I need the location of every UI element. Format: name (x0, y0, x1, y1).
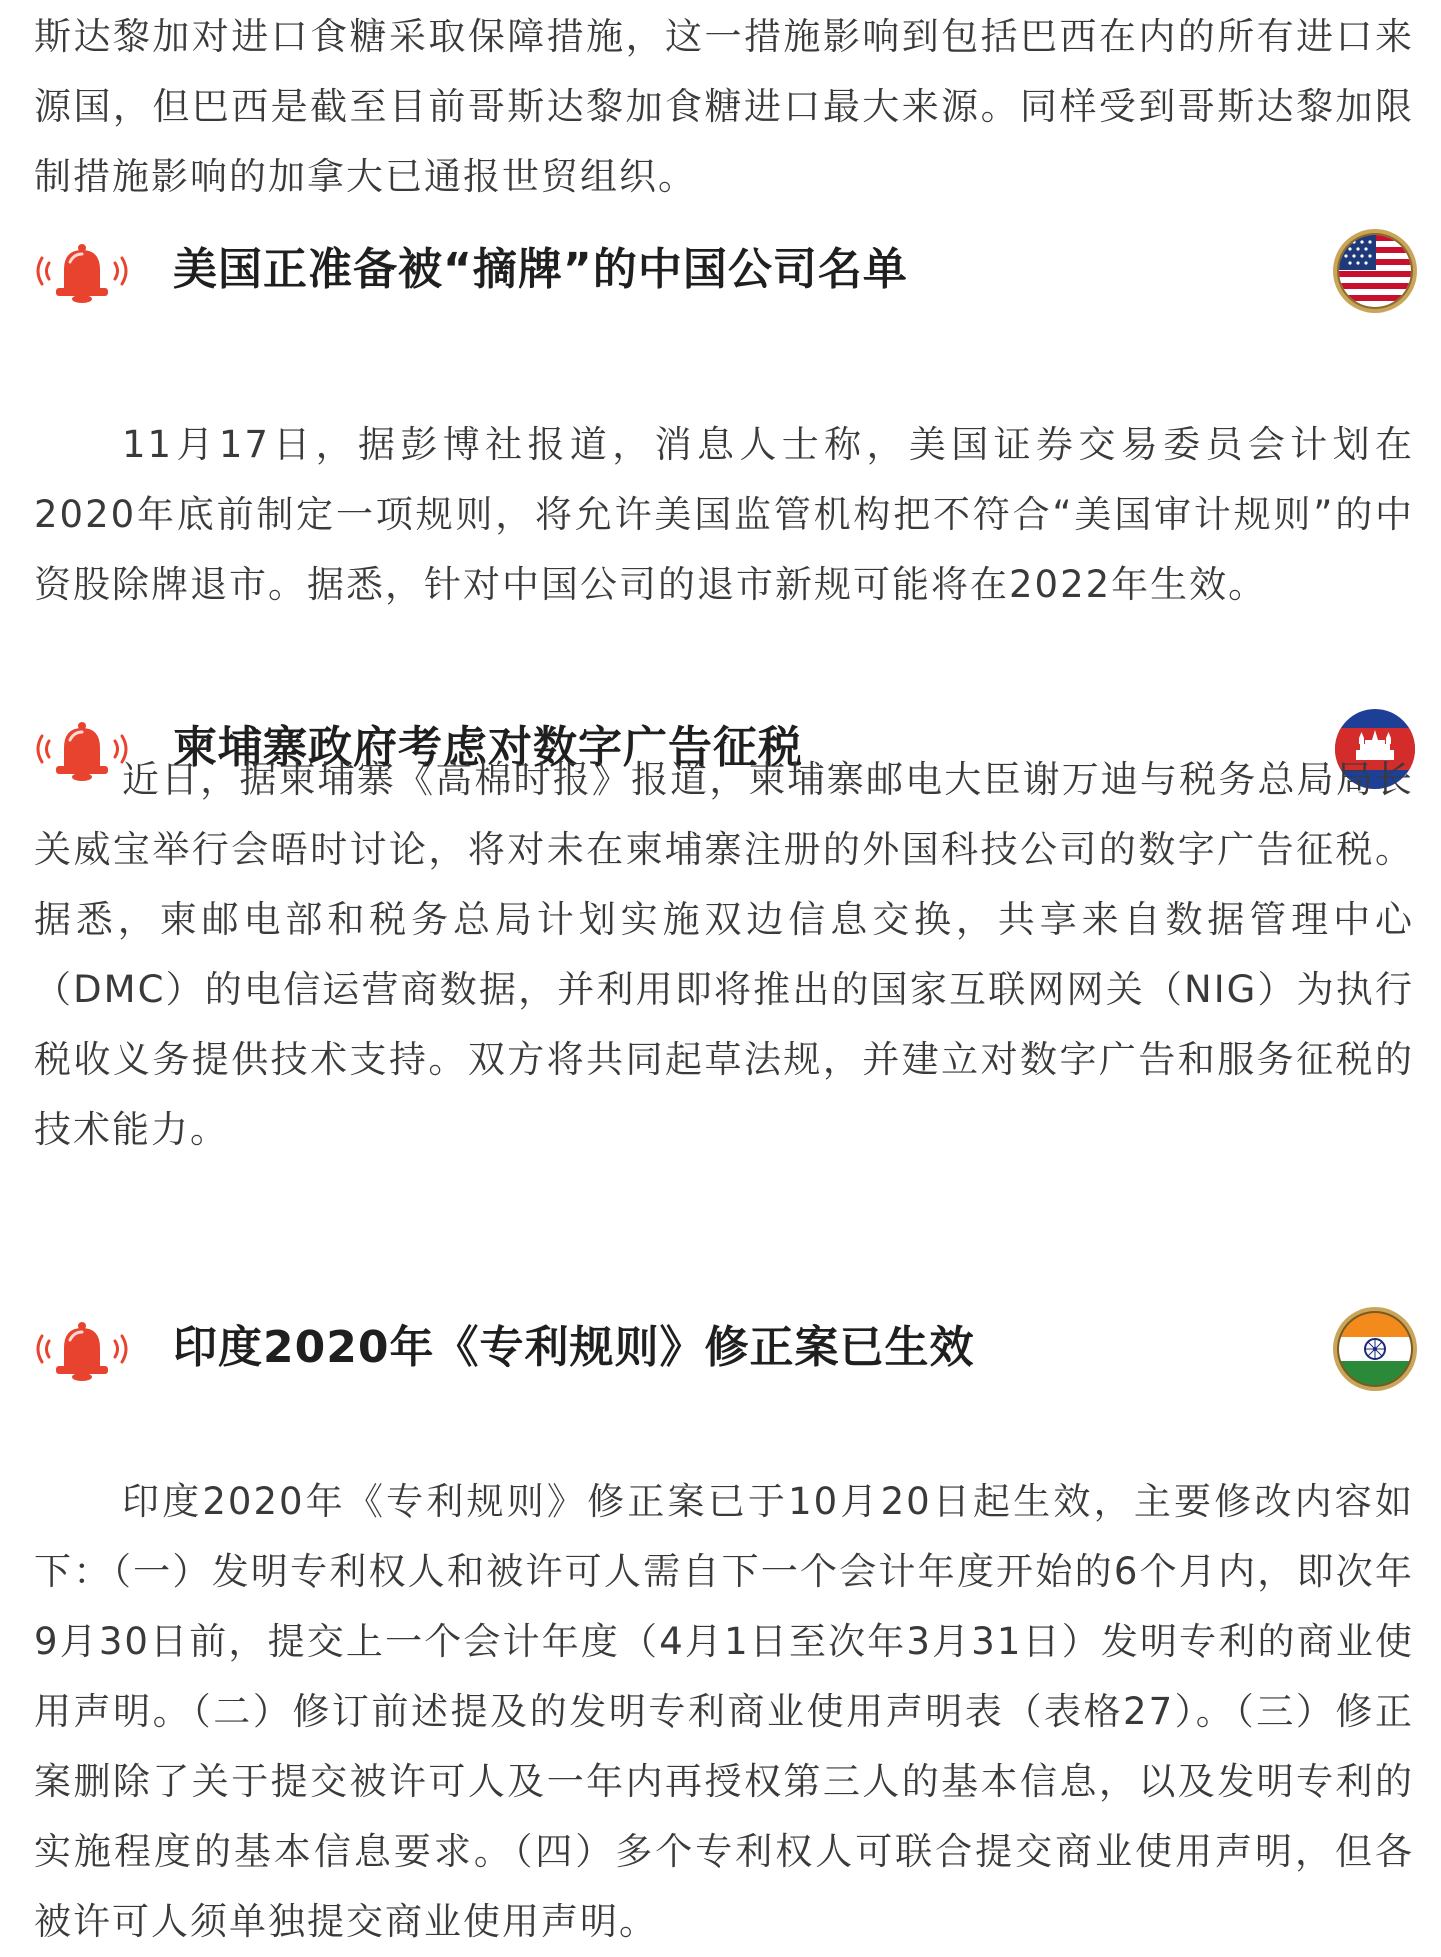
section-heading-india (28, 1306, 1418, 1396)
intro-paragraph: 斯达黎加对进口食糖采取保障措施，这一措施影响到包括巴西在内的所有进口来源国，但巴西是截至目前哥斯达黎加食糖进口最大来源。同样受到哥斯达黎加限制措施影响的加拿大已通报世贸组织。 (34, 15, 1414, 198)
india-flag-icon (1332, 1306, 1418, 1392)
alarm-bell-icon (28, 236, 136, 306)
us-flag-icon (1332, 228, 1418, 314)
section-body-india: 印度2020年《专利规则》修正案已于10月20日起生效，主要修改内容如下：（一）发明专利权人和被许可人需自下一个会计年度开始的6个月内，即次年9月30日前，提交上一个会计年度（4月1日至次年3月31日）发明专利的商业使用声明。（二）修订前述提及的发明专利商业使用声明表（表格27）。（三）修正案删除了关于提交被许可人及一年内再授权第三人的基本信息，以及发明专利的实施程度的基本信息要求。（四）多个专利权人可联合提交商业使用声明，但各被许可人须单独提交商业使用声明。 (34, 1480, 1414, 1943)
section-title: 印度2020年《专利规则》修正案已生效 (173, 1322, 975, 1373)
section-title: 美国正准备被“摘牌”的中国公司名单 (173, 244, 908, 295)
alarm-bell-icon (28, 1314, 136, 1384)
section-title: 柬埔寨政府考虑对数字广告征税 (173, 722, 803, 773)
section-body-cambodia: 近日，据柬埔寨《高棉时报》报道，柬埔寨邮电大臣谢万迪与税务总局局长关威宝举行会晤时讨论，将对未在柬埔寨注册的外国科技公司的数字广告征税。据悉，柬邮电部和税务总局计划实施双边信息交换，共享来自数据管理中心（DMC）的电信运营商数据，并利用即将推出的国家互联网网关（NIG）为执行税收义务提供技术支持。双方将共同起草法规，并建立对数字广告和服务征税的技术能力。 (34, 758, 1414, 1151)
section-heading-us (28, 228, 1418, 318)
section-body-us: 11月17日，据彭博社报道，消息人士称，美国证券交易委员会计划在2020年底前制定一项规则，将允许美国监管机构把不符合“美国审计规则”的中资股除牌退市。据悉，针对中国公司的退市新规可能将在2022年生效。 (34, 423, 1414, 606)
